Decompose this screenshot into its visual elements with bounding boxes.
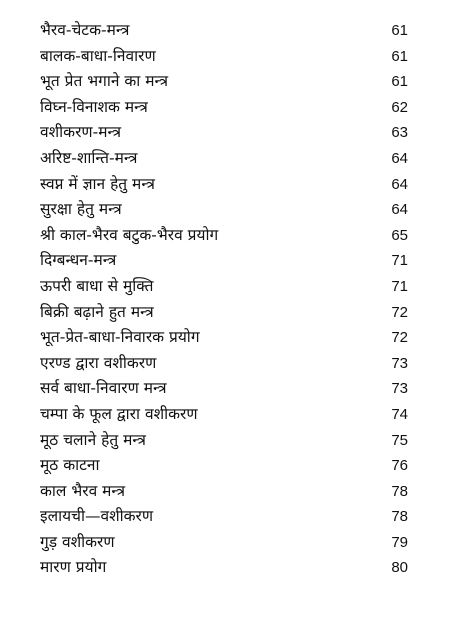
toc-entry	[0, 146, 460, 172]
toc-entry-page: 73	[391, 354, 408, 372]
toc-entry-page: 74	[391, 405, 408, 423]
toc-entry-title: भैरव-चेटक-मन्त्र	[40, 21, 130, 39]
table-of-contents	[0, 18, 460, 581]
toc-entry	[0, 197, 460, 223]
toc-entry	[0, 453, 460, 479]
toc-entry-title: अरिष्ट-शान्ति-मन्त्र	[40, 148, 138, 167]
toc-entry-page: 65	[391, 226, 408, 244]
toc-entry-page: 64	[391, 175, 408, 193]
toc-entry-title: काल भैरव मन्त्र	[40, 481, 125, 500]
toc-entry	[0, 18, 460, 44]
toc-entry-title: सुरक्षा हेतु मन्त्र	[40, 200, 122, 219]
toc-entry-page: 61	[391, 73, 408, 91]
toc-entry	[0, 530, 460, 556]
toc-entry-title: बिक्री बढ़ाने हुत मन्त्र	[40, 302, 154, 321]
toc-entry-title: मूठ चलाने हेतु मन्त्र	[40, 430, 146, 449]
toc-entry-page: 61	[391, 47, 408, 65]
toc-entry-page: 80	[391, 559, 408, 577]
toc-entry-title: इलायची—वशीकरण	[40, 507, 154, 526]
toc-entry-page: 76	[391, 457, 408, 475]
toc-entry	[0, 223, 460, 249]
toc-entry-title: एरण्ड द्वारा वशीकरण	[40, 353, 157, 372]
toc-entry-title: बालक-बाधा-निवारण	[40, 46, 156, 65]
toc-entry-title: श्री काल-भैरव बटुक-भैरव प्रयोग	[40, 225, 219, 244]
toc-entry	[0, 172, 460, 198]
toc-entry	[0, 351, 460, 377]
toc-entry	[0, 300, 460, 326]
toc-entry	[0, 44, 460, 70]
toc-entry	[0, 325, 460, 351]
toc-entry-page: 71	[391, 277, 408, 295]
toc-entry-page: 63	[391, 124, 408, 142]
toc-entry-page: 72	[391, 329, 408, 347]
toc-entry-page: 61	[391, 22, 408, 39]
toc-entry-title: विघ्न-विनाशक मन्त्र	[40, 97, 148, 116]
toc-entry-page: 64	[391, 201, 408, 219]
toc-entry	[0, 504, 460, 530]
toc-entry	[0, 120, 460, 146]
toc-entry-page: 71	[391, 252, 408, 270]
toc-entry-page: 62	[391, 98, 408, 116]
toc-entry-title: ऊपरी बाधा से मुक्ति	[40, 276, 154, 295]
toc-entry-title: मूठ काटना	[40, 456, 100, 475]
toc-entry	[0, 69, 460, 95]
toc-entry	[0, 248, 460, 274]
toc-entry-page: 73	[391, 380, 408, 398]
toc-entry-page: 79	[391, 533, 408, 551]
toc-entry-page: 75	[391, 431, 408, 449]
toc-entry	[0, 376, 460, 402]
toc-entry-title: दिग्बन्धन-मन्त्र	[40, 251, 117, 270]
toc-entry-title: वशीकरण-मन्त्र	[40, 123, 122, 142]
toc-entry-title: स्वप्न में ज्ञान हेतु मन्त्र	[40, 174, 155, 193]
toc-entry-title: सर्व बाधा-निवारण मन्त्र	[40, 379, 167, 398]
toc-entry-page: 72	[391, 303, 408, 321]
toc-entry	[0, 428, 460, 454]
toc-entry-title: गुड़ वशीकरण	[40, 532, 115, 551]
toc-entry-page: 78	[391, 508, 408, 526]
toc-entry-page: 78	[391, 482, 408, 500]
toc-entry-title: मारण प्रयोग	[40, 558, 107, 577]
toc-entry-title: भूत प्रेत भगाने का मन्त्र	[40, 72, 169, 91]
toc-entry	[0, 555, 460, 581]
toc-entry-page: 64	[391, 149, 408, 167]
toc-entry-title: भूत-प्रेत-बाधा-निवारक प्रयोग	[40, 328, 200, 347]
toc-entry	[0, 402, 460, 428]
toc-entry-title: चम्पा के फूल द्वारा वशीकरण	[40, 404, 198, 423]
toc-entry	[0, 274, 460, 300]
toc-entry	[0, 95, 460, 121]
toc-entry	[0, 479, 460, 505]
